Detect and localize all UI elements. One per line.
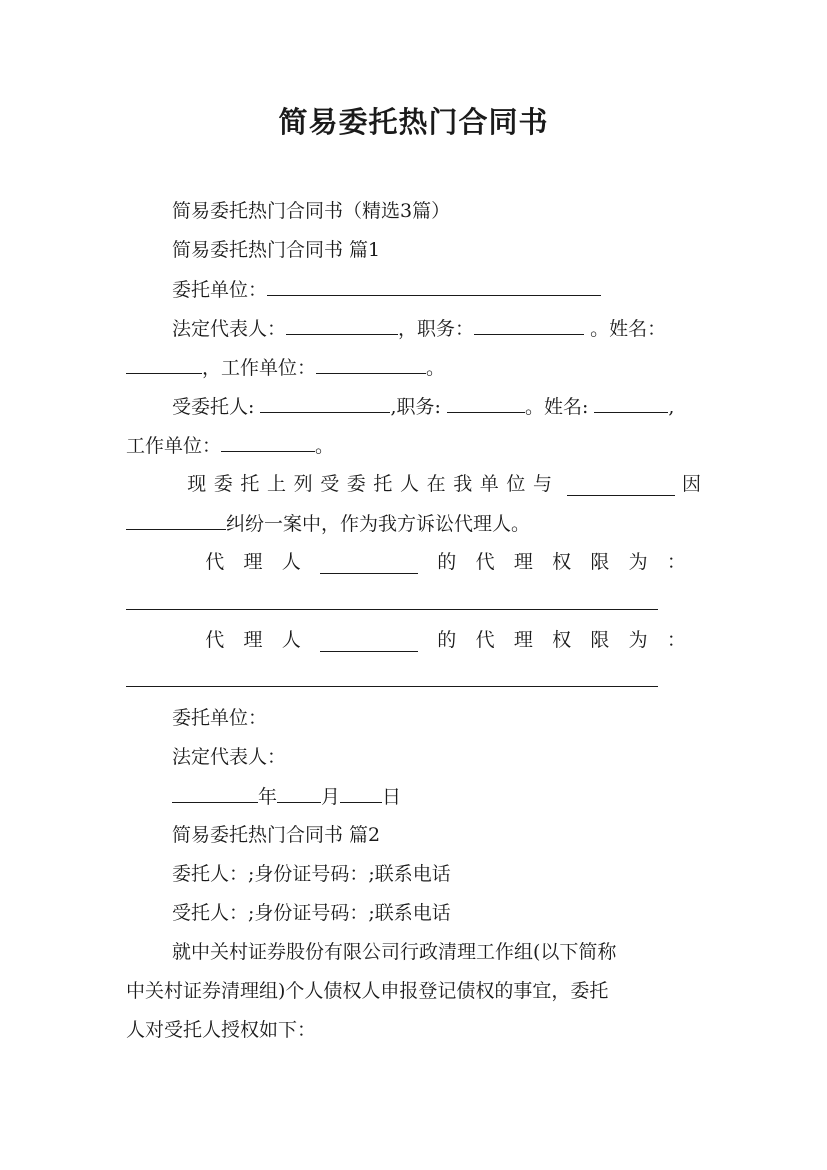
blank-field: [221, 433, 315, 452]
agent-workunit-line: [126, 433, 334, 458]
auth-char: ：: [666, 551, 686, 573]
agent-label: 受委托人:: [172, 396, 255, 418]
auth-char: 为: [628, 629, 648, 651]
entrust-text: 现委托上列受委托人在我单位与: [187, 473, 560, 495]
agent-workunit-label: 工作单位：: [126, 435, 222, 457]
part2-client-line: 委托人：;身份证号码：;联系电话: [172, 863, 451, 885]
blank-field: [340, 784, 382, 803]
auth-char: 人: [281, 551, 301, 573]
authority-rule-2: [126, 686, 658, 687]
blank-field: [126, 511, 226, 530]
auth-char: 人: [281, 629, 301, 651]
blank-field: [286, 316, 398, 335]
blank-field: [172, 784, 258, 803]
auth-char: 代: [205, 629, 225, 651]
blank-field: [447, 394, 525, 413]
auth-char: 权: [552, 551, 572, 573]
sign-date: [172, 784, 401, 809]
blank-field: [277, 784, 321, 803]
agent-post-label: ,职务:: [390, 396, 441, 418]
blank-field: [267, 277, 601, 296]
blank-field: [594, 394, 668, 413]
part2-paragraph-line-3: 人对受托人授权如下：: [126, 1019, 317, 1041]
client-unit-line: [172, 277, 601, 302]
agent-comma: ,: [668, 396, 675, 418]
auth-char: 权: [552, 629, 572, 651]
entrust-line-2: [126, 511, 530, 536]
part2-agent-line: 受托人：;身份证号码：;联系电话: [172, 902, 451, 924]
auth-char: ：: [666, 629, 686, 651]
auth-char: 代: [475, 629, 495, 651]
auth-char: 为: [628, 551, 648, 573]
part2-heading: 简易委托热门合同书 篇2: [172, 824, 381, 846]
blank-field: [316, 355, 426, 374]
part1-heading: 简易委托热门合同书 篇1: [172, 239, 381, 261]
auth-char: 的: [437, 629, 457, 651]
blank-field: [474, 316, 584, 335]
auth-char: 限: [590, 551, 610, 573]
auth-char: 理: [243, 551, 263, 573]
date-month: 月: [321, 786, 341, 808]
period: 。: [315, 435, 335, 457]
auth-char: 理: [513, 551, 533, 573]
auth-char: 理: [513, 629, 533, 651]
agent-name-label: 。姓名:: [524, 396, 589, 418]
blank-field: [320, 633, 418, 652]
blank-field: [126, 355, 202, 374]
part2-paragraph-line-1: 就中关村证券股份有限公司行政清理工作组(以下简称: [172, 941, 617, 963]
name-label: 。姓名：: [590, 318, 667, 340]
date-day: 日: [382, 786, 402, 808]
entrust-line-1: [126, 472, 701, 496]
sign-legal-rep: 法定代表人：: [172, 746, 287, 768]
auth-char: 理: [243, 629, 263, 651]
date-year: 年: [258, 786, 278, 808]
legal-rep-line: [172, 316, 666, 341]
intro-line: 简易委托热门合同书（精选3篇）: [172, 200, 451, 222]
sign-client-unit: 委托单位：: [172, 707, 268, 729]
post-label: ，职务：: [398, 318, 475, 340]
legal-rep-label: 法定代表人：: [172, 318, 287, 340]
client-unit-label: 委托单位：: [172, 279, 268, 301]
agent-line: [172, 394, 674, 419]
period: 。: [426, 357, 446, 379]
authority-rule-1: [126, 609, 658, 610]
entrust-text-2: 纠纷一案中，作为我方诉讼代理人。: [226, 513, 531, 535]
document-title: 简易委托热门合同书: [278, 105, 549, 139]
auth-char: 的: [437, 551, 457, 573]
entrust-because: 因: [681, 473, 701, 495]
authority-line-2: [126, 628, 686, 652]
legal-rep-line-2: [126, 355, 445, 380]
blank-field: [320, 555, 418, 574]
part2-paragraph-line-2: 中关村证券清理组)个人债权人申报登记债权的事宜，委托: [126, 980, 609, 1002]
blank-field: [260, 394, 390, 413]
authority-line-1: [126, 550, 686, 574]
auth-char: 代: [475, 551, 495, 573]
workunit-label: ，工作单位：: [202, 357, 317, 379]
auth-char: 限: [590, 629, 610, 651]
auth-char: 代: [205, 551, 225, 573]
blank-field: [567, 477, 675, 496]
